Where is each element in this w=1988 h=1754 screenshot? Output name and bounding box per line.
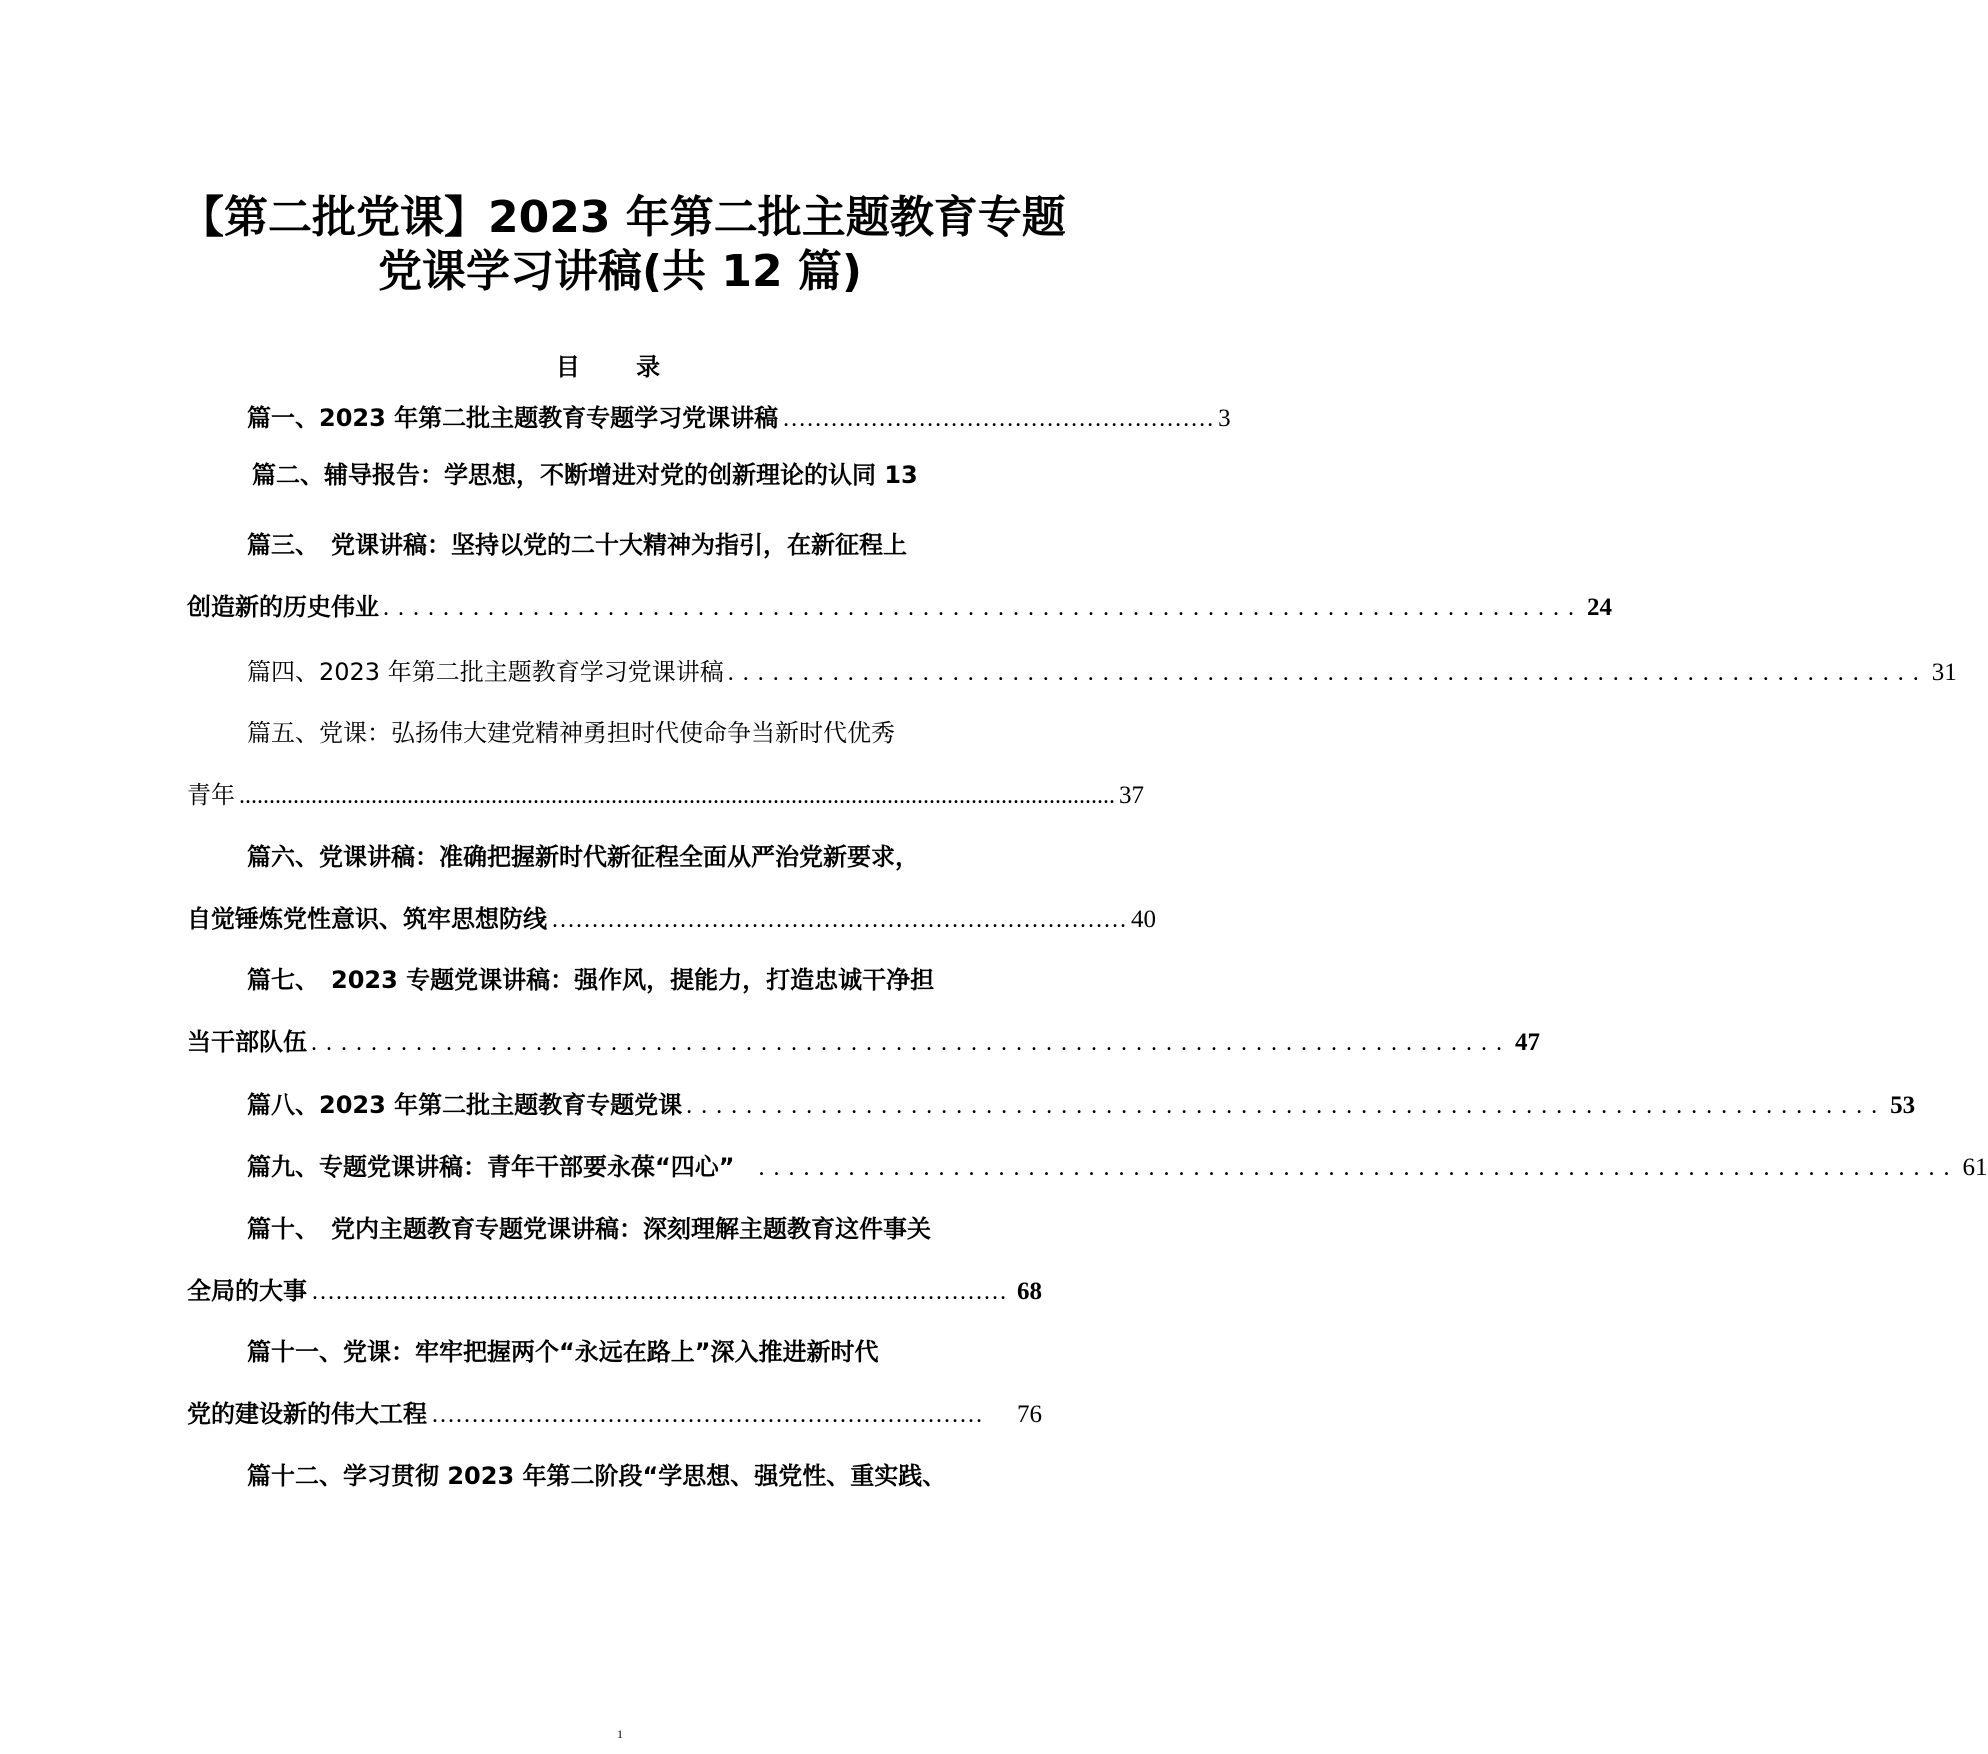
toc-leader: ................................................................................ bbox=[758, 1155, 1959, 1181]
toc-entry-7[interactable] bbox=[247, 965, 1054, 995]
toc-entry-8-title: 篇八、2023 年第二批主题教育专题党课 bbox=[247, 1091, 683, 1119]
toc-leader: ……………………………………………………………… bbox=[551, 907, 1127, 933]
document-title-line-1: 【第二批党课】2023 年第二批主题教育专题 bbox=[180, 192, 1066, 243]
toc-entry-10[interactable] bbox=[247, 1214, 1054, 1244]
toc-entry-1-title: 篇一、2023 年第二批主题教育专题学习党课讲稿 bbox=[247, 404, 779, 432]
toc-leader: ................................................................................ bbox=[311, 1030, 1511, 1056]
toc-leader: .................................................................................................................................................. bbox=[239, 783, 1115, 809]
toc-entry-12-title: 篇十二、学习贯彻 2023 年第二阶段“学思想、强党性、重实践、 bbox=[247, 1462, 947, 1490]
toc-entry-1[interactable] bbox=[247, 403, 1231, 434]
toc-entry-11[interactable] bbox=[247, 1337, 1054, 1367]
toc-entry-5-continued[interactable] bbox=[187, 780, 1144, 811]
toc-entry-7-page: 47 bbox=[1515, 1029, 1540, 1056]
toc-entry-6-continuation: 自觉锤炼党性意识、筑牢思想防线 bbox=[187, 905, 547, 933]
toc-entry-10-page: 68 bbox=[1017, 1278, 1042, 1305]
toc-entry-10-continued[interactable] bbox=[187, 1276, 1042, 1307]
toc-leader: ................................................................................ bbox=[383, 595, 1583, 621]
toc-entry-8-page: 53 bbox=[1890, 1092, 1916, 1119]
toc-entry-3-page: 24 bbox=[1587, 594, 1612, 621]
toc-entry-5-page: 37 bbox=[1119, 782, 1144, 809]
toc-entry-2[interactable] bbox=[252, 460, 1052, 490]
toc-entry-11-continuation: 党的建设新的伟大工程 bbox=[187, 1400, 427, 1428]
toc-entry-11-continued[interactable] bbox=[187, 1399, 1042, 1430]
toc-entry-1-page: 3 bbox=[1218, 405, 1231, 432]
toc-leader: …………………………………………………………… bbox=[431, 1402, 983, 1428]
toc-leader: …………………………………………………………………………… bbox=[311, 1279, 1007, 1305]
toc-entry-3-continued[interactable] bbox=[187, 592, 1612, 623]
document-title-line-2: 党课学习讲稿(共 12 篇) bbox=[377, 246, 863, 297]
toc-leader: ................................................................................ bbox=[727, 660, 1928, 686]
toc-entry-5[interactable] bbox=[247, 718, 1054, 748]
toc-entry-10-continuation: 全局的大事 bbox=[187, 1277, 307, 1305]
page-number-footer: 1 bbox=[617, 1727, 623, 1741]
toc-entry-12[interactable] bbox=[247, 1461, 1054, 1491]
toc-entry-3-continuation: 创造新的历史伟业 bbox=[187, 593, 379, 621]
toc-entry-6-title: 篇六、党课讲稿：准确把握新时代新征程全面从严治党新要求， bbox=[247, 843, 919, 871]
toc-entry-6-continued[interactable] bbox=[187, 904, 1156, 935]
toc-entry-9[interactable] bbox=[247, 1152, 1988, 1183]
toc-heading: 目 录 bbox=[555, 353, 685, 381]
toc-entry-9-page: 61 bbox=[1962, 1154, 1988, 1181]
toc-entry-9-title: 篇九、专题党课讲稿：青年干部要永葆“四心” bbox=[247, 1153, 735, 1181]
toc-entry-4[interactable] bbox=[247, 657, 1957, 688]
toc-entry-6-page: 40 bbox=[1131, 906, 1156, 933]
toc-entry-7-title: 篇七、 2023 专题党课讲稿：强作风，提能力，打造忠诚干净担 bbox=[247, 966, 935, 994]
toc-entry-5-continuation: 青年 bbox=[187, 781, 235, 809]
toc-entry-5-title: 篇五、党课：弘扬伟大建党精神勇担时代使命争当新时代优秀 bbox=[247, 719, 895, 747]
toc-entry-3[interactable] bbox=[247, 530, 1054, 560]
toc-entry-3-title: 篇三、 党课讲稿：坚持以党的二十大精神为指引，在新征程上 bbox=[247, 531, 907, 559]
toc-entry-2-title: 篇二、辅导报告：学思想，不断增进对党的创新理论的认同 13 bbox=[252, 461, 918, 489]
toc-leader: ................................................................................ bbox=[686, 1093, 1887, 1119]
toc-leader: ……………………………………………… bbox=[782, 406, 1215, 432]
toc-entry-4-title: 篇四、2023 年第二批主题教育学习党课讲稿 bbox=[247, 658, 724, 686]
toc-entry-11-page: 76 bbox=[1017, 1401, 1042, 1428]
toc-entry-7-continuation: 当干部队伍 bbox=[187, 1028, 307, 1056]
toc-entry-6[interactable] bbox=[247, 842, 1054, 872]
toc-entry-11-title: 篇十一、党课：牢牢把握两个“永远在路上”深入推进新时代 bbox=[247, 1338, 879, 1366]
toc-entry-10-title: 篇十、 党内主题教育专题党课讲稿：深刻理解主题教育这件事关 bbox=[247, 1215, 931, 1243]
toc-entry-7-continued[interactable] bbox=[187, 1027, 1540, 1058]
toc-entry-4-page: 31 bbox=[1931, 659, 1957, 686]
toc-entry-8[interactable] bbox=[247, 1090, 1916, 1121]
